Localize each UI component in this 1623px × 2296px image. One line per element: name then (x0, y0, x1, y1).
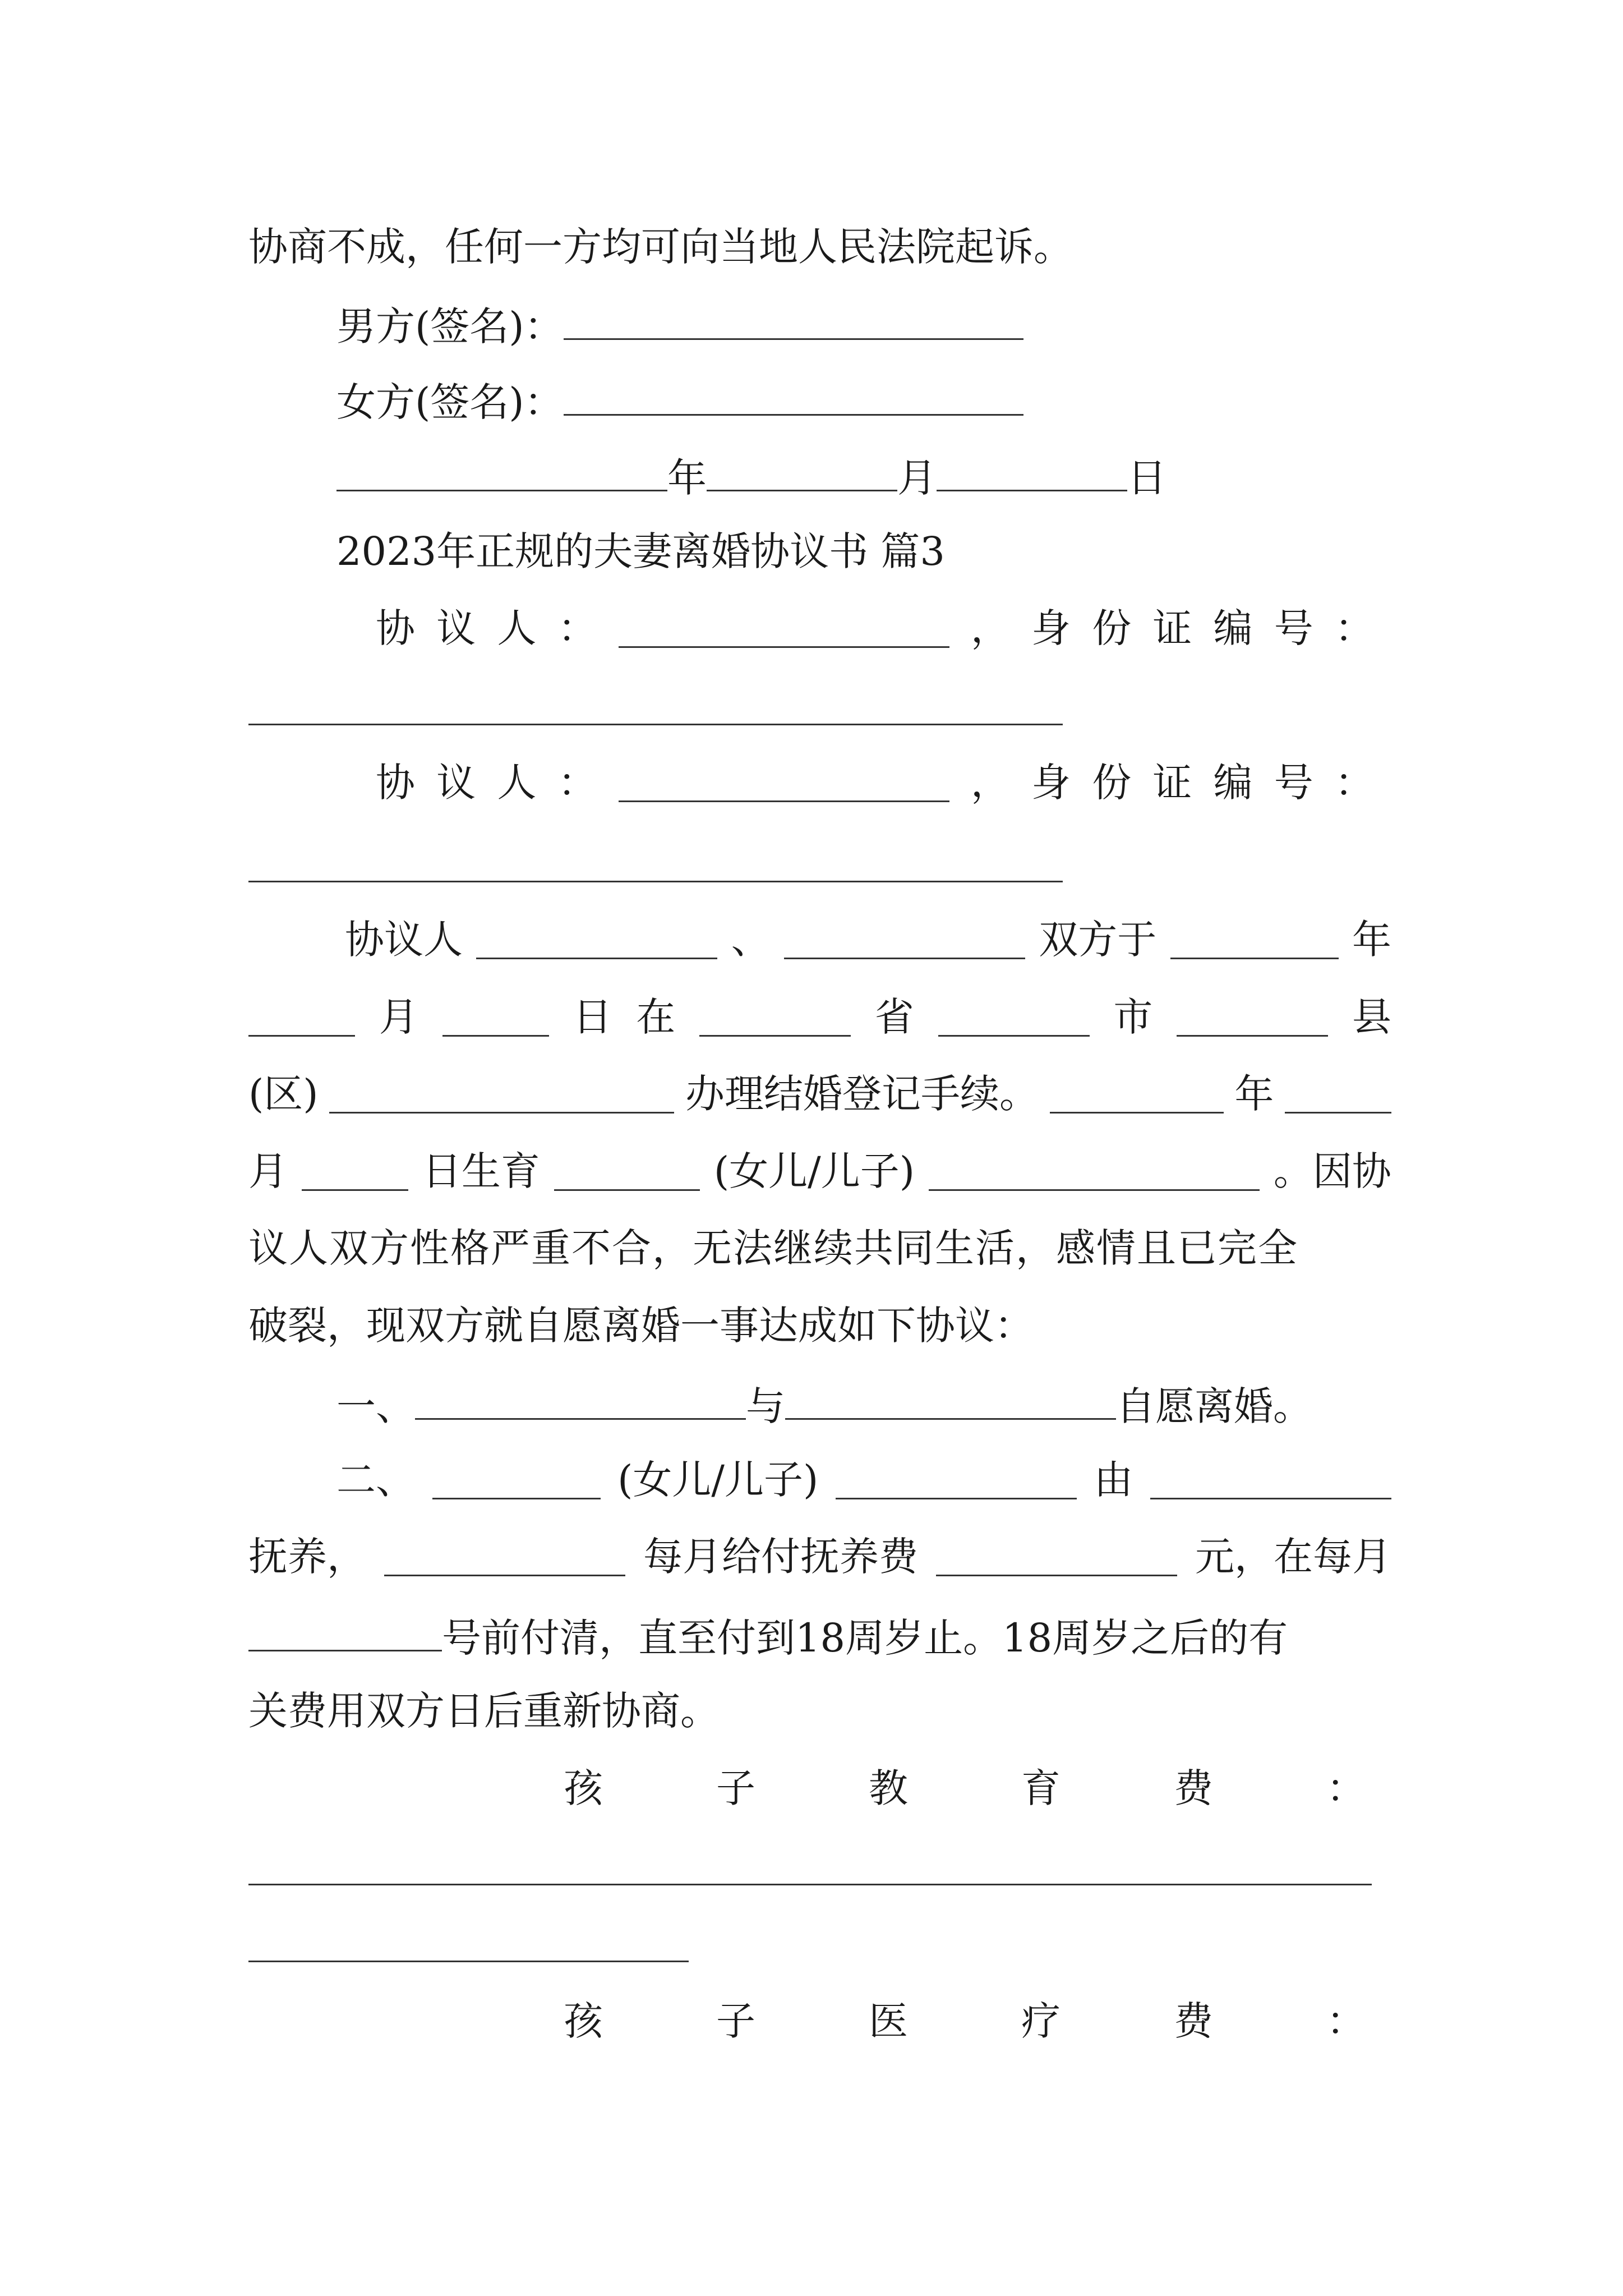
para-line-5: 议人双方性格严重不合，无法继续共同生活，感情且已完全 (248, 1225, 1298, 1271)
year-blank (336, 454, 667, 491)
para-text: (女儿/儿子) (713, 1148, 915, 1194)
city-blank (938, 1000, 1090, 1037)
party-label-char: 人 (497, 605, 537, 651)
para-text: 与 (746, 1383, 785, 1429)
party-label-char: 议 (436, 605, 476, 651)
marriage-year-blank (1170, 922, 1339, 959)
para-line-4 (248, 1148, 1391, 1194)
male-signature-line (336, 303, 1023, 349)
para-text: 抚养， (248, 1534, 366, 1580)
medical-fee-line (564, 1998, 1366, 2044)
para-line-2 (248, 994, 1391, 1040)
female-signature-label: 女方(签名)： (336, 379, 564, 425)
para-text: 号前付清，直至付到18周岁止。18周岁之后的有 (442, 1615, 1288, 1661)
para-text: 由 (1094, 1457, 1133, 1503)
party-label-char: ： (557, 605, 597, 651)
item-2-line-3 (248, 1614, 1288, 1661)
party-2-line (376, 760, 1374, 806)
fee-label-char: 费 (1174, 1765, 1213, 1811)
fee-label-char: 医 (869, 1998, 908, 2044)
para-text: 月 (379, 994, 418, 1040)
education-fee-blank-2 (248, 1961, 689, 1962)
para-text: 年 (1234, 1071, 1274, 1117)
item-2-line-2 (248, 1534, 1391, 1580)
male-signature-label: 男方(签名)： (336, 303, 564, 349)
custodian-blank (1150, 1462, 1391, 1499)
child-name-blank (554, 1154, 700, 1191)
party-2-id-blank (248, 881, 1063, 882)
para-text: 年 (1352, 917, 1391, 963)
marriage-day-blank (442, 1000, 549, 1037)
para-text: 日 (573, 994, 612, 1040)
item-2-line-1 (336, 1457, 1391, 1503)
day-label: 日 (1127, 455, 1166, 501)
id-label-char: 身 (1031, 760, 1071, 806)
birth-day-blank (302, 1154, 408, 1191)
fee-label-char: 子 (716, 1765, 755, 1811)
id-label-char: 编 (1213, 760, 1253, 806)
para-text: 协议人 (345, 917, 463, 963)
para-text: 省 (874, 994, 914, 1040)
party-label-char: 协 (376, 760, 415, 806)
support-amount-blank (936, 1539, 1177, 1576)
para-text: 自愿离婚。 (1116, 1383, 1312, 1429)
para-text: 办理结婚登记手续。 (685, 1071, 1039, 1117)
para-text: 元，在每月 (1195, 1534, 1391, 1580)
party-a-blank (476, 922, 717, 959)
date-line (336, 454, 1166, 501)
id-label-char: ： (1334, 760, 1374, 806)
month-label: 月 (897, 455, 937, 501)
education-fee-line (564, 1765, 1366, 1811)
id-label-char: 份 (1092, 605, 1132, 651)
party-1-name-blank (619, 611, 949, 648)
marriage-month-blank (248, 1000, 355, 1037)
party-1-id-blank (248, 724, 1063, 725)
item-1-party-a-blank (415, 1383, 746, 1420)
party-label-char: 议 (436, 760, 476, 806)
comma: ， (970, 605, 1010, 651)
para-text: 日生育 (422, 1148, 540, 1194)
para-text: 。因协 (1273, 1148, 1391, 1194)
month-blank (707, 454, 897, 491)
party-label-char: ： (557, 760, 597, 806)
child-name-blank-2 (929, 1154, 1260, 1191)
id-label-char: 身 (1031, 605, 1071, 651)
para-line-3 (248, 1071, 1391, 1117)
payment-day-blank (248, 1614, 442, 1651)
fee-label-char: ： (1326, 1998, 1366, 2044)
fee-label-char: ： (1326, 1765, 1366, 1811)
payer-blank (384, 1539, 625, 1576)
party-b-blank (784, 922, 1025, 959)
item-1 (336, 1383, 1312, 1429)
para-line-1 (345, 917, 1391, 963)
para-text: 在 (636, 994, 676, 1040)
county-blank (1177, 1000, 1328, 1037)
para-text: 每月给付抚养费 (643, 1534, 918, 1580)
para-line-6: 破裂，现双方就自愿离婚一事达成如下协议： (248, 1303, 1034, 1349)
id-label-char: 号 (1274, 760, 1313, 806)
para-text: 、 (731, 917, 771, 963)
party-2-name-blank (619, 765, 949, 802)
province-blank (699, 1000, 851, 1037)
item-2-line-4: 关费用双方日后重新协商。 (248, 1688, 720, 1734)
party-1-line (376, 605, 1374, 651)
male-signature-blank (564, 303, 1023, 340)
para-text: (女儿/儿子) (617, 1457, 819, 1503)
fee-label-char: 孩 (564, 1765, 603, 1811)
female-signature-line (336, 379, 1023, 425)
closing-clause: 协商不成，任何一方均可向当地人民法院起诉。 (248, 224, 1073, 270)
fee-label-char: 费 (1174, 1998, 1213, 2044)
id-label-char: 号 (1274, 605, 1313, 651)
party-label-char: 协 (376, 605, 415, 651)
child-name-blank-3 (836, 1462, 1077, 1499)
education-fee-blank-1 (248, 1884, 1372, 1885)
fee-label-char: 孩 (564, 1998, 603, 2044)
registry-blank (329, 1076, 674, 1114)
item-number: 一、 (336, 1383, 415, 1429)
para-text: 双方于 (1039, 917, 1157, 963)
id-label-char: 证 (1152, 605, 1192, 651)
party-label-char: 人 (497, 760, 537, 806)
para-text: 县 (1352, 994, 1391, 1040)
item-number: 二、 (336, 1457, 415, 1503)
id-label-char: 编 (1213, 605, 1253, 651)
id-label-char: 份 (1092, 760, 1132, 806)
id-label-char: 证 (1152, 760, 1192, 806)
day-blank (937, 454, 1127, 491)
birth-month-blank-start (1285, 1076, 1391, 1114)
fee-label-char: 疗 (1021, 1998, 1061, 2044)
para-text: 月 (248, 1148, 288, 1194)
section-title: 2023年正规的夫妻离婚协议书 篇3 (336, 528, 945, 574)
child-blank (432, 1462, 601, 1499)
fee-label-char: 育 (1021, 1765, 1061, 1811)
fee-label-char: 教 (869, 1765, 908, 1811)
id-label-char: ： (1334, 605, 1374, 651)
para-text: (区) (248, 1071, 319, 1117)
year-label: 年 (667, 455, 707, 501)
comma: ， (970, 760, 1010, 806)
female-signature-blank (564, 379, 1023, 416)
fee-label-char: 子 (716, 1998, 755, 2044)
item-1-party-b-blank (785, 1383, 1116, 1420)
birth-year-blank (1050, 1076, 1224, 1114)
para-text: 市 (1113, 994, 1153, 1040)
